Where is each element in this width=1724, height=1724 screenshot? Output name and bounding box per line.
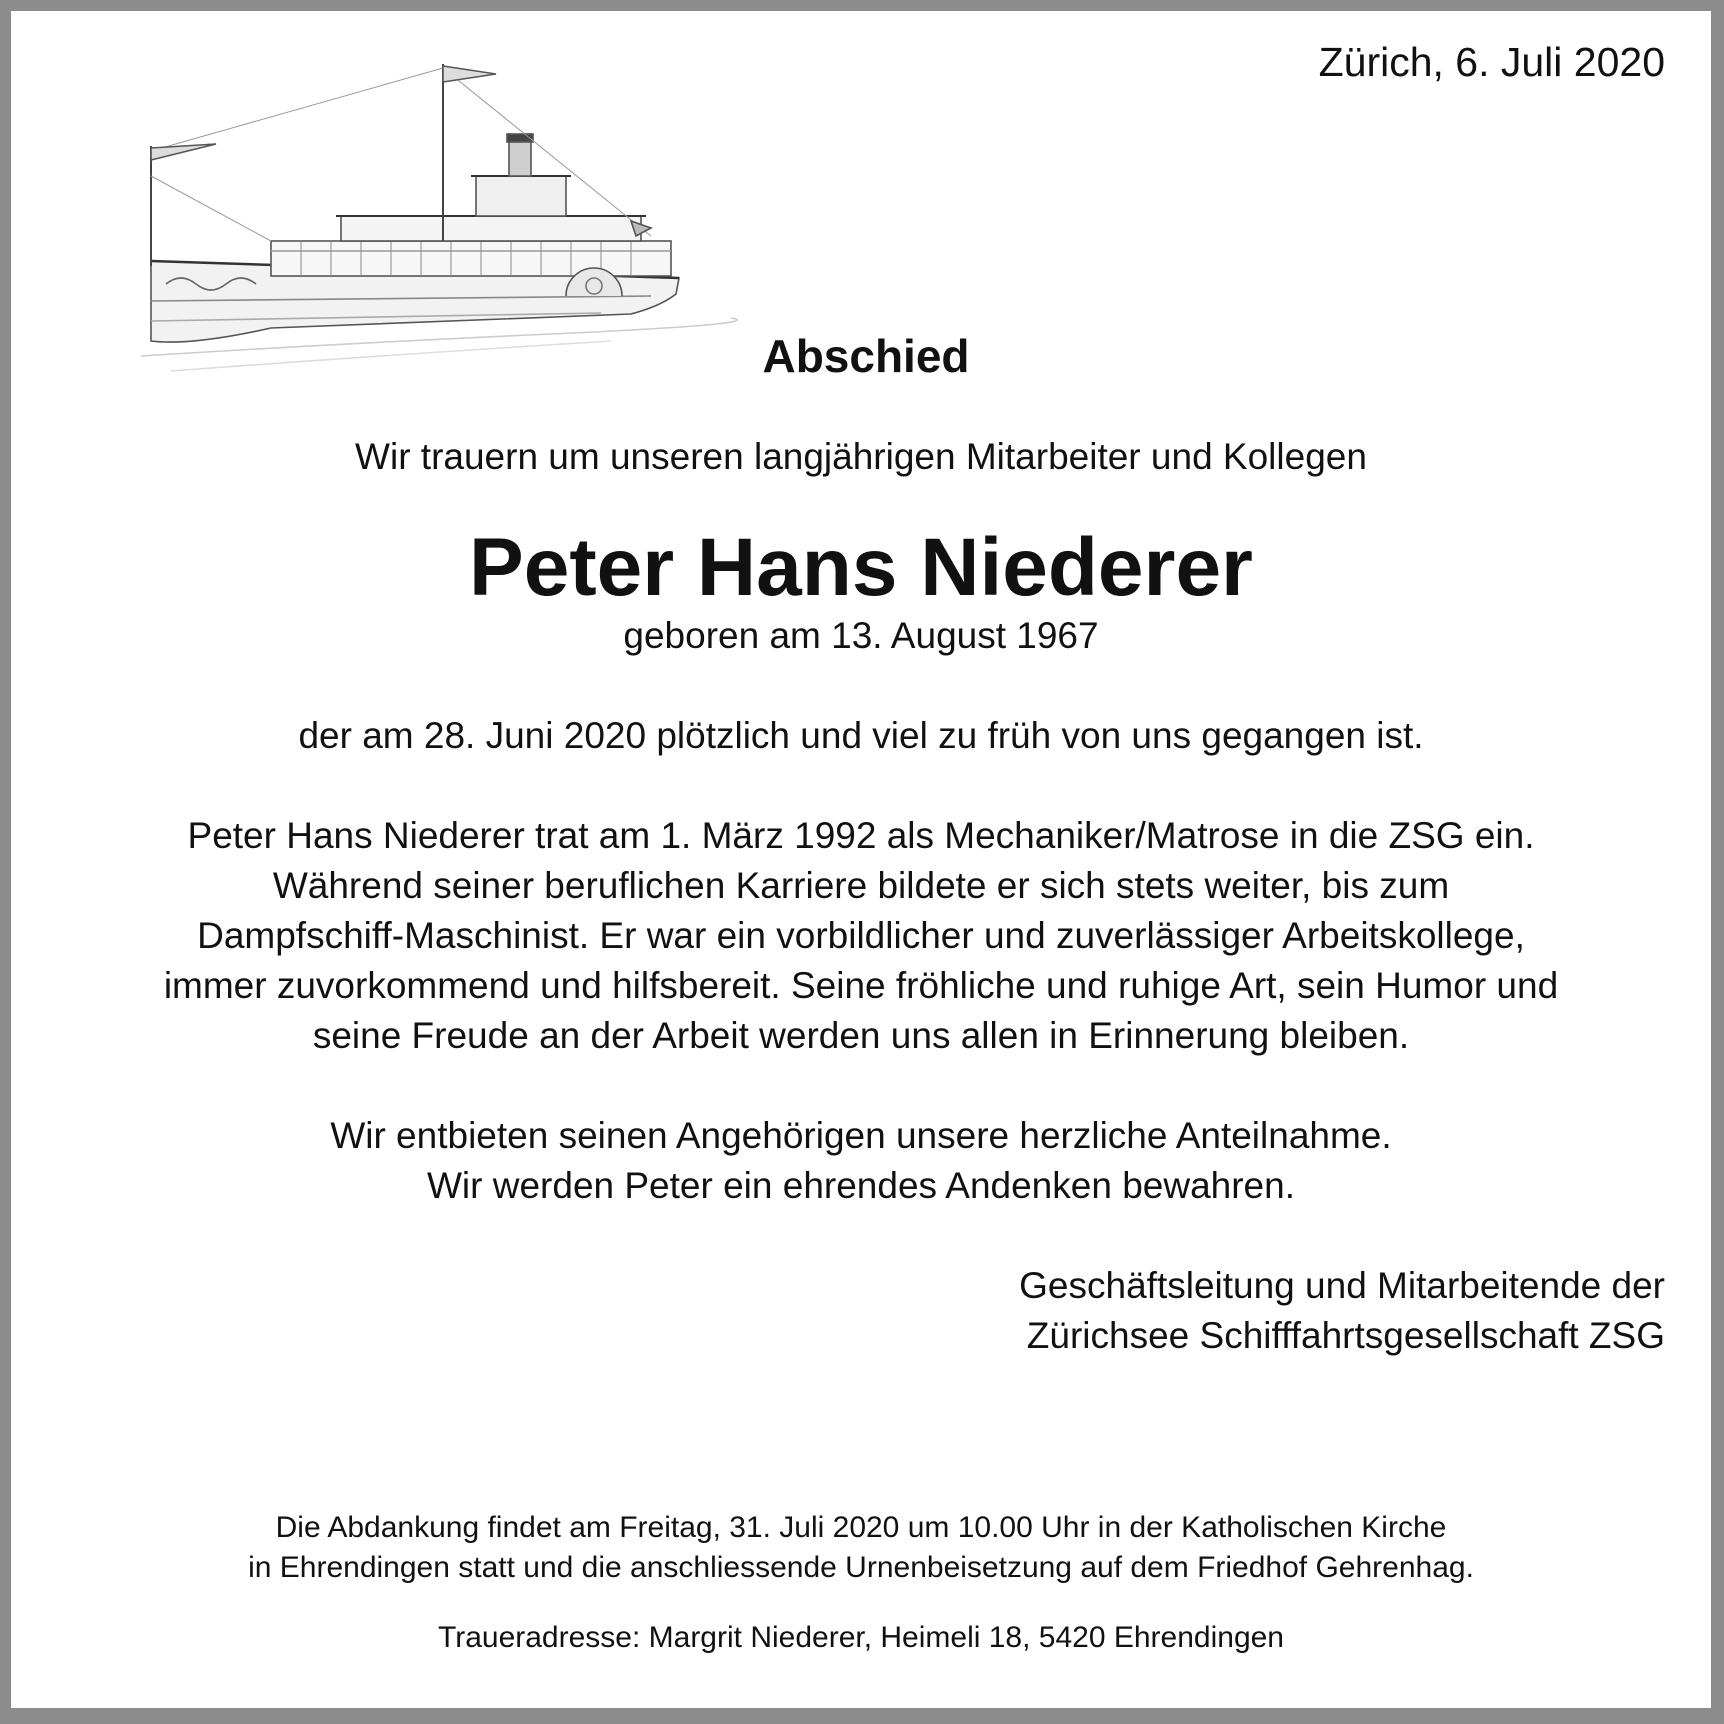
paddle-steamer-icon — [131, 56, 781, 401]
birth-date: geboren am 13. August 1967 — [623, 615, 1099, 656]
deceased-name: Peter Hans Niederer — [469, 522, 1253, 613]
biography-line: seine Freude an der Arbeit werden uns allen in Erinnerung bleiben. — [312, 1015, 1410, 1056]
mourning-address: Traueradresse: Margrit Niederer, Heimeli 18, 5420 Ehrendingen — [438, 1621, 1284, 1654]
date-place: Zürich, 6. Juli 2020 — [1318, 39, 1665, 85]
signature-line: Geschäftsleitung und Mitarbeitende der — [1019, 1265, 1665, 1306]
title-heading: Abschied — [762, 330, 970, 382]
biography-line: Dampfschiff-Maschinist. Er war ein vorbildlicher und zuverlässiger Arbeitskollege, — [197, 915, 1525, 956]
biography-paragraph — [11, 811, 1711, 1061]
signature-line: Zürichsee Schifffahrtsgesellschaft ZSG — [1026, 1315, 1665, 1356]
intro-line: Wir trauern um unseren langjährigen Mitarbeiter und Kollegen — [355, 436, 1367, 477]
service-info — [11, 1508, 1711, 1588]
passing-line: der am 28. Juni 2020 plötzlich und viel zu früh von uns gegangen ist. — [298, 715, 1424, 756]
obituary-page — [11, 11, 1711, 1708]
condolence-line: Wir werden Peter ein ehrendes Andenken bewahren. — [427, 1165, 1295, 1206]
signature-block — [1019, 1261, 1665, 1361]
service-line: in Ehrendingen statt und die anschliessende Urnenbeisetzung auf dem Friedhof Gehrenhag. — [248, 1551, 1474, 1584]
biography-line: Peter Hans Niederer trat am 1. März 1992 als Mechaniker/Matrose in die ZSG ein. — [187, 815, 1535, 856]
condolence-line: Wir entbieten seinen Angehörigen unsere herzliche Anteilnahme. — [330, 1115, 1392, 1156]
service-line: Die Abdankung findet am Freitag, 31. Juli 2020 um 10.00 Uhr in der Katholischen Kirche — [275, 1511, 1447, 1544]
biography-line: immer zuvorkommend und hilfsbereit. Seine fröhliche und ruhige Art, sein Humor und — [163, 965, 1559, 1006]
condolence-paragraph — [11, 1111, 1711, 1211]
biography-line: Während seiner beruflichen Karriere bildete er sich stets weiter, bis zum — [272, 865, 1450, 906]
